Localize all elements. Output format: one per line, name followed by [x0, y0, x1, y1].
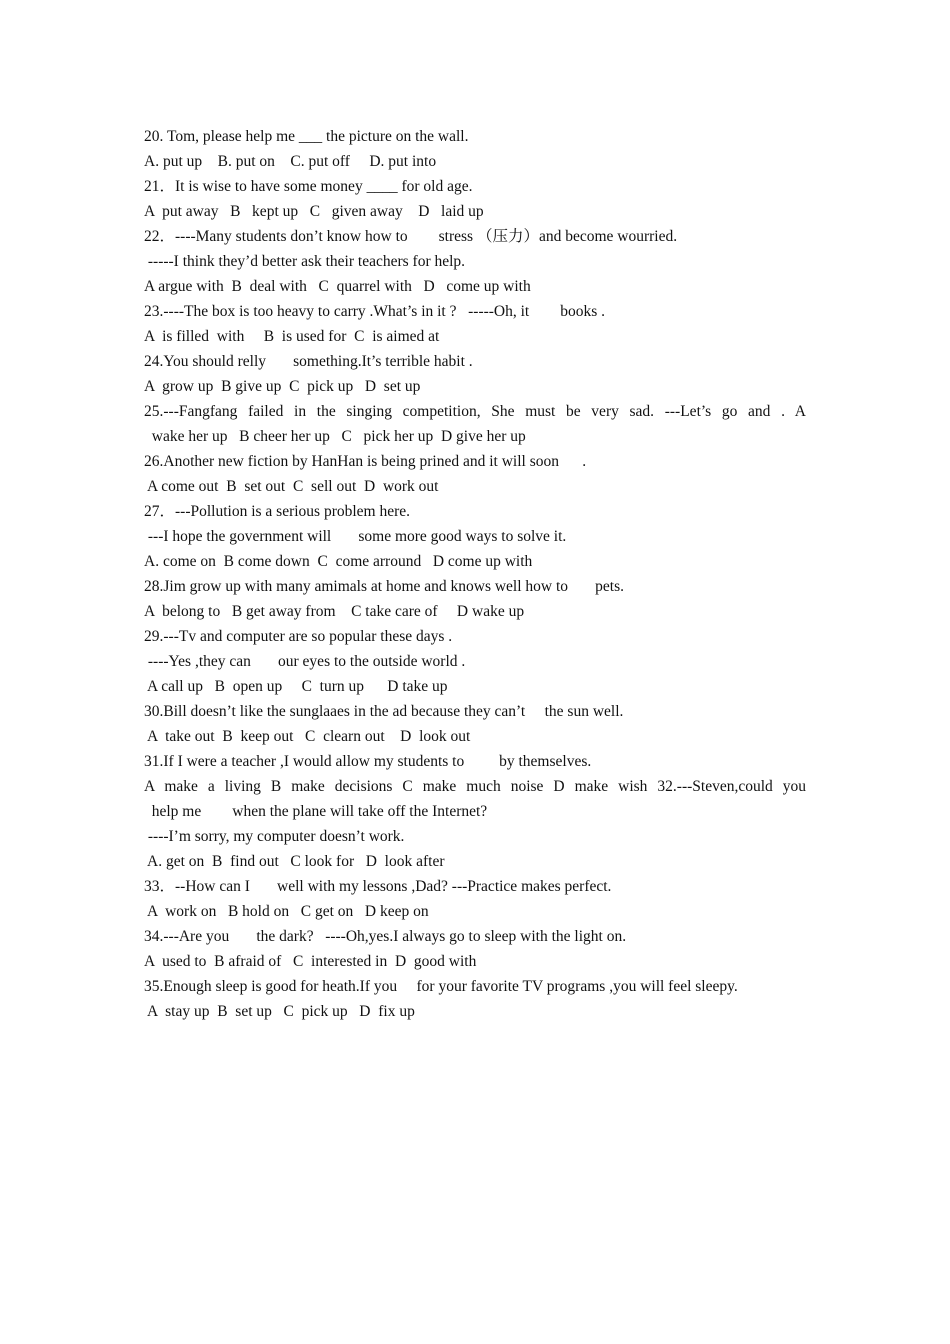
question-27-reply: ---I hope the government will some more good ways to solve it.: [144, 528, 567, 545]
question-35: 35.Enough sleep is good for heath.If you for your favorite TV programs ,you will feel sleepy.: [144, 978, 738, 995]
options-29: A call up B open up C turn up D take up: [144, 678, 448, 695]
options-23: A is filled with B is used for C is aimed at: [144, 328, 440, 345]
question-33: 33．--How can I well with my lessons ,Dad? ---Practice makes perfect.: [144, 878, 612, 895]
question-34: 34.---Are you the dark? ----Oh,yes.I always go to sleep with the light on.: [144, 928, 627, 945]
options-34: A used to B afraid of C interested in D good with: [144, 953, 477, 970]
exercise-text: [144, 124, 806, 1024]
options-30: A take out B keep out C clearn out D look out: [144, 728, 471, 745]
question-28: 28.Jim grow up with many amimals at home and knows well how to pets.: [144, 578, 625, 595]
question-26: 26.Another new fiction by HanHan is being prined and it will soon .: [144, 453, 587, 470]
question-29: 29.---Tv and computer are so popular these days .: [144, 628, 453, 645]
options-31-question-32: A make a living B make decisions C make much noise D make wish 32.---Steven,could you: [144, 778, 806, 795]
question-30: 30.Bill doesn’t like the sunglaaes in the ad because they can’t the sun well.: [144, 703, 624, 720]
question-22-reply: -----I think they’d better ask their teachers for help.: [144, 253, 466, 270]
options-24: A grow up B give up C pick up D set up: [144, 378, 421, 395]
question-23: 23.----The box is too heavy to carry .What’s in it ? -----Oh, it books .: [144, 303, 606, 320]
options-26: A come out B set out C sell out D work out: [144, 478, 439, 495]
question-32-continued: help me when the plane will take off the Internet?: [144, 803, 488, 820]
options-25: wake her up B cheer her up C pick her up D give her up: [144, 428, 526, 445]
question-32-reply: ----I’m sorry, my computer doesn’t work.: [144, 828, 405, 845]
question-27: 27．---Pollution is a serious problem here.: [144, 503, 411, 520]
options-20: A. put up B. put on C. put off D. put into: [144, 153, 437, 170]
options-28: A belong to B get away from C take care of D wake up: [144, 603, 525, 620]
question-29-reply: ----Yes ,they can our eyes to the outside world .: [144, 653, 466, 670]
options-21: A put away B kept up C given away D laid up: [144, 203, 484, 220]
options-22: A argue with B deal with C quarrel with D come up with: [144, 278, 531, 295]
options-32: A. get on B find out C look for D look after: [144, 853, 445, 870]
question-21: 21．It is wise to have some money ____ for old age.: [144, 178, 473, 195]
options-33: A work on B hold on C get on D keep on: [144, 903, 429, 920]
options-27: A. come on B come down C come arround D come up with: [144, 553, 533, 570]
question-25: 25.---Fangfang failed in the singing competition, She must be very sad. ---Let’s go and . A: [144, 403, 806, 420]
question-22: 22．----Many students don’t know how to stress （压力）and become wourried.: [144, 228, 678, 245]
question-31: 31.If I were a teacher ,I would allow my students to by themselves.: [144, 753, 592, 770]
question-24: 24.You should relly something.It’s terrible habit .: [144, 353, 473, 370]
question-20: 20. Tom, please help me ___ the picture on the wall.: [144, 128, 469, 145]
options-35: A stay up B set up C pick up D fix up: [144, 1003, 415, 1020]
